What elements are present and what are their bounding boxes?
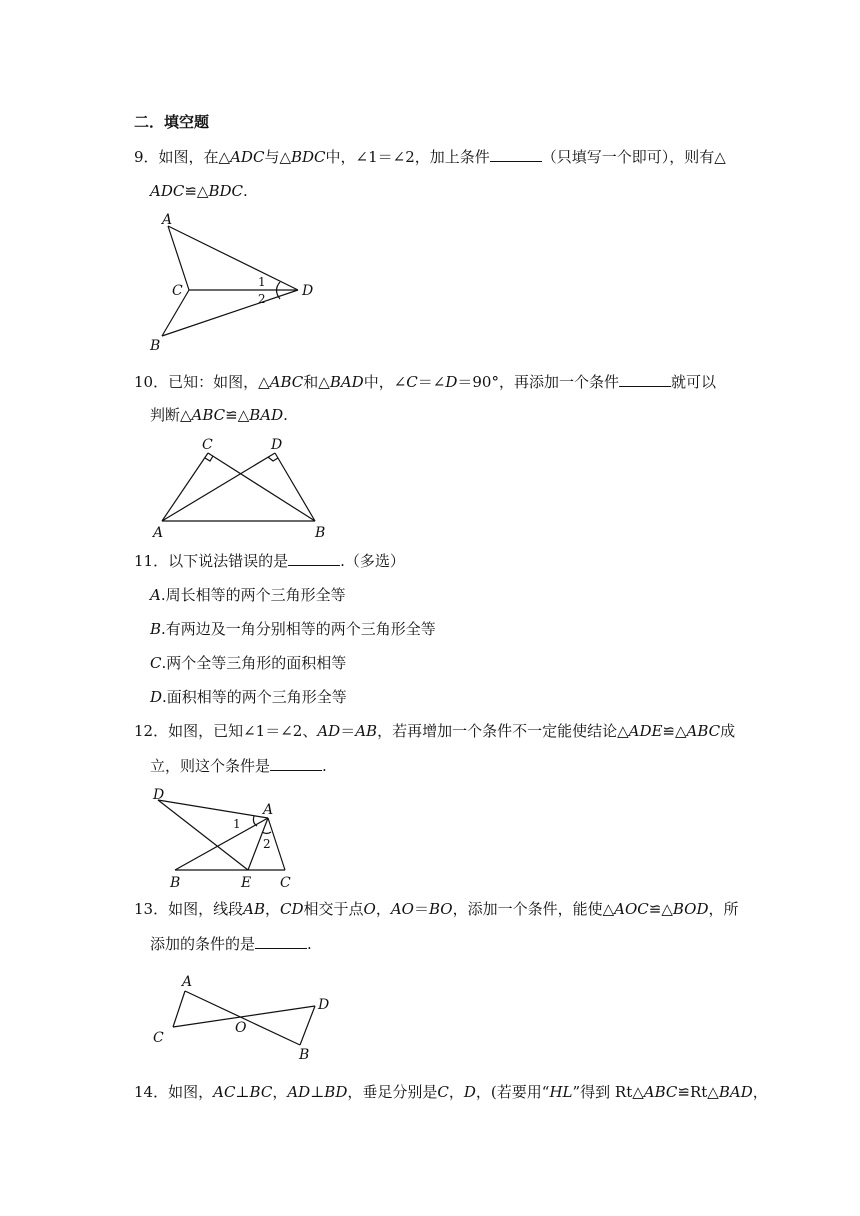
q9-label-b: B	[150, 338, 161, 354]
q10-figure	[145, 433, 345, 541]
q9-line1	[134, 147, 726, 167]
q11-option-a[interactable]	[150, 585, 346, 605]
q13-var: BOD	[672, 900, 709, 918]
q14-var: AD	[287, 1083, 311, 1101]
q13-text: ，	[375, 900, 391, 918]
q13-var: AO	[390, 900, 414, 918]
q13-text: 添加的条件的是	[150, 935, 256, 953]
q14-var: ABC	[643, 1083, 678, 1101]
q12-text: 如图，已知∠1＝∠2、	[168, 722, 318, 740]
q10-label-b: B	[315, 525, 326, 541]
q10-text: ＝∠	[417, 373, 446, 391]
q10-line2	[150, 405, 288, 425]
q14-text: ，	[272, 1083, 288, 1101]
q12-line2	[150, 756, 327, 776]
q12-label-d: D	[153, 787, 165, 803]
q11-line1	[134, 551, 405, 571]
q9-text: 与△	[264, 148, 291, 166]
q10-text: 已知：如图，△	[168, 373, 270, 391]
q9-label-c: C	[172, 283, 183, 299]
q10-text: 就可以	[670, 373, 716, 391]
q13-var: AOC	[614, 900, 649, 918]
q11-option-b[interactable]	[150, 619, 436, 639]
q13-var: O	[363, 900, 376, 918]
q10-label-c: C	[202, 437, 213, 453]
q14-text: 如图，	[168, 1083, 214, 1101]
q9-angle-2: 2	[258, 292, 266, 306]
q14-text: ”得到 Rt△	[572, 1083, 644, 1101]
q12-angle-1: 1	[233, 817, 241, 831]
option-text: .面积相等的两个三角形全等	[162, 688, 347, 706]
q12-text: .	[322, 757, 327, 775]
q12-var: AB	[355, 722, 378, 740]
q9-angle-1: 1	[258, 275, 266, 289]
option-letter: B	[150, 620, 162, 638]
q11-number: 11．	[134, 552, 169, 570]
q10-var: D	[445, 373, 458, 391]
q10-line1	[134, 372, 716, 392]
q14-text: ，垂足分别是	[347, 1083, 438, 1101]
q14-var: BAD	[718, 1083, 753, 1101]
q12-label-a: A	[263, 802, 274, 818]
q13-line1	[134, 899, 739, 919]
q14-text: ，	[448, 1083, 464, 1101]
q12-var: AD	[317, 722, 341, 740]
q14-text: ⊥	[235, 1083, 250, 1101]
q9-var: ADC	[150, 182, 185, 200]
q9-number: 9．	[134, 148, 159, 166]
q12-text: 立，则这个条件是	[150, 757, 271, 775]
q9-line2	[150, 181, 248, 201]
q10-var: C	[406, 373, 418, 391]
q10-text: ＝90°，再添加一个条件	[457, 373, 619, 391]
q11-text: 以下说法错误的是	[168, 552, 289, 570]
q13-var: AB	[243, 900, 265, 918]
q13-figure	[145, 966, 345, 1066]
q9-var: ADC	[230, 148, 265, 166]
q12-text: ＝	[340, 722, 356, 740]
q12-label-e: E	[241, 875, 252, 891]
option-letter: A	[150, 586, 161, 604]
q12-label-b: B	[170, 875, 181, 891]
q13-text: ，	[264, 900, 280, 918]
q13-label-d: D	[318, 997, 330, 1013]
q9-text: ≌△	[184, 182, 209, 200]
q13-label-a: A	[182, 974, 193, 990]
q14-var: D	[463, 1083, 476, 1101]
q12-label-c: C	[280, 875, 291, 891]
q13-text: 如图，线段	[168, 900, 244, 918]
q10-var: BAD	[249, 406, 284, 424]
q11-text: .（多选）	[340, 552, 405, 570]
q9-text: 如图，在△	[158, 148, 231, 166]
q13-text: .	[307, 935, 312, 953]
q9-label-a: A	[162, 212, 173, 228]
q14-text: ≌Rt△	[677, 1083, 719, 1101]
q14-line1	[134, 1082, 768, 1102]
q10-text: ≌△	[225, 406, 250, 424]
q11-option-d[interactable]	[150, 687, 347, 707]
q11-option-c[interactable]	[150, 653, 346, 673]
q10-label-a: A	[153, 525, 164, 541]
q9-figure	[140, 208, 330, 356]
q13-text: ，所	[708, 900, 739, 918]
q11-answer-blank[interactable]	[288, 551, 340, 566]
q10-text: 判断△	[150, 406, 192, 424]
option-letter: C	[150, 654, 162, 672]
q12-var: ABC	[686, 722, 721, 740]
q10-var: ABC	[269, 373, 304, 391]
q13-answer-blank[interactable]	[255, 934, 307, 949]
q13-number: 13．	[134, 900, 169, 918]
option-text: .周长相等的两个三角形全等	[160, 586, 346, 604]
q14-text: ，	[752, 1083, 768, 1101]
q14-var: AC	[213, 1083, 236, 1101]
q14-var: HL	[549, 1083, 573, 1101]
q12-text: ≌△	[662, 722, 687, 740]
q13-label-c: C	[153, 1030, 164, 1046]
q9-text: .	[242, 182, 248, 200]
q9-label-d: D	[302, 283, 314, 299]
q13-label-b: B	[299, 1047, 310, 1063]
option-text: .有两边及一角分别相等的两个三角形全等	[161, 620, 436, 638]
q14-var: BC	[249, 1083, 273, 1101]
q12-answer-blank[interactable]	[270, 756, 322, 771]
q10-text: .	[283, 406, 288, 424]
q10-number: 10．	[134, 373, 169, 391]
q10-text: 和△	[303, 373, 330, 391]
q9-var: BDC	[208, 182, 243, 200]
q12-text: ，若再增加一个条件不一定能使结论△	[377, 722, 629, 740]
q10-var: BAD	[329, 373, 364, 391]
q9-answer-blank[interactable]	[490, 147, 542, 162]
option-letter: D	[150, 688, 163, 706]
q12-number: 12．	[134, 722, 169, 740]
q12-text: 成	[720, 722, 736, 740]
q12-line1	[134, 721, 735, 741]
q14-var: BD	[324, 1083, 348, 1101]
option-text: .两个全等三角形的面积相等	[161, 654, 347, 672]
q13-text: 相交于点	[303, 900, 364, 918]
q9-var: BDC	[290, 148, 326, 166]
q14-var: C	[437, 1083, 449, 1101]
q9-text: 中，∠1＝∠2，加上条件	[325, 148, 490, 166]
q14-text: ，(若要用“	[475, 1083, 550, 1101]
q12-angle-2: 2	[263, 837, 271, 851]
q13-text: ，添加一个条件，能使△	[452, 900, 615, 918]
q14-number: 14．	[134, 1083, 169, 1101]
q13-text: ＝	[413, 900, 429, 918]
q13-text: ≌△	[648, 900, 673, 918]
q13-var: CD	[279, 900, 304, 918]
q10-text: 中，∠	[363, 373, 407, 391]
q13-line2	[150, 934, 312, 954]
q10-answer-blank[interactable]	[619, 372, 671, 387]
section-title: 二．填空题	[134, 113, 210, 131]
q12-figure	[145, 782, 305, 892]
q9-text: （只填写一个即可），则有△	[541, 148, 726, 166]
q10-label-d: D	[271, 437, 283, 453]
q12-var: ADE	[628, 722, 663, 740]
q13-var: BO	[429, 900, 453, 918]
q14-text: ⊥	[310, 1083, 325, 1101]
q13-label-o: O	[235, 1020, 247, 1036]
q10-var: ABC	[191, 406, 226, 424]
